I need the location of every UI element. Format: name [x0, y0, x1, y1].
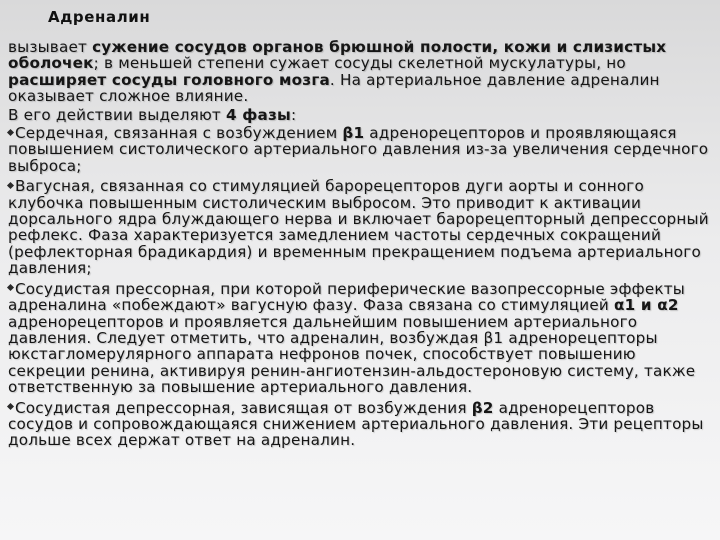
intro-text-3: . На артериальное давление адреналин оказывает сложное влияние.: [8, 70, 660, 106]
bullet-text-1: Вагусная, связанная со стимуляцией барорецепторов дуги аорты и сонного клубочка повышенным систолическим выбросом. Это приводит к активации дорсального ядра блуждающего нерва и включает барорецепторный депрессорный рефлекс. Фаза характеризуется замедлением частоты сердечных сокращений (рефлекторная брадикардия) и временным прекращением подъема артериального давления;: [8, 177, 709, 278]
intro-paragraph: [8, 39, 711, 105]
bullet-cardiac: [8, 125, 711, 174]
bullet-marker-icon: [7, 403, 14, 410]
bullet-marker-icon: [7, 182, 14, 189]
bullet-text-1: Сосудистая прессорная, при которой периферические вазопрессорные эффекты адреналина «побеждают» вагусную фазу. Фаза связана со стимуляцией: [8, 279, 685, 315]
bullet-bold: β2: [471, 398, 494, 417]
bullet-marker-icon: [7, 128, 14, 135]
intro-text-1: вызывает: [8, 38, 93, 56]
phases-text-2: :: [290, 105, 297, 124]
bullet-bold: β1: [342, 124, 365, 143]
bullet-text-2: адренорецепторов сосудов и сопровождающаяся снижением артериального давления. Эти рецепторы дольше всех держат ответ на адреналин.: [8, 398, 704, 450]
bullet-text-1: Сердечная, связанная с возбуждением: [15, 124, 343, 143]
bullet-vagal: [8, 178, 711, 276]
intro-bold-1: сужение сосудов органов брюшной полости, кожи и слизистых оболочек: [8, 38, 667, 73]
bullet-marker-icon: [7, 284, 14, 291]
bullet-bold: α1 и α2: [614, 296, 679, 315]
slide-title: Адреналин: [48, 8, 151, 26]
phases-bold: 4 фазы: [226, 105, 291, 124]
phases-line: [8, 107, 711, 123]
bullet-text-2: адренорецепторов и проявляется дальнейшим повышением артериального давления. Следует отметить, что адреналин, возбуждая β1 адренорецепторы юкстагломерулярного аппарата нефронов почек, способствует повышению секреции ренина, активируя ренин-ангиотензин-альдостероновую систему, также ответственную за повышение артериального давления.: [8, 312, 696, 397]
bullet-text-1: Сосудистая депрессорная, зависящая от возбуждения: [15, 398, 472, 417]
bullet-vascular-depressor: [8, 400, 711, 449]
bullet-vascular-pressor: [8, 281, 711, 396]
intro-bold-2: расширяет сосуды головного мозга: [8, 70, 330, 89]
phases-text-1: В его действии выделяют: [8, 105, 227, 124]
slide-body: [8, 39, 711, 453]
intro-text-2: ; в меньшей степени сужает сосуды скелетной мускулатуры, но: [93, 54, 626, 73]
bullet-text-2: адренорецепторов и проявляющаяся повышением систолического артериального давления из-за увеличения сердечного выброса;: [8, 124, 709, 175]
